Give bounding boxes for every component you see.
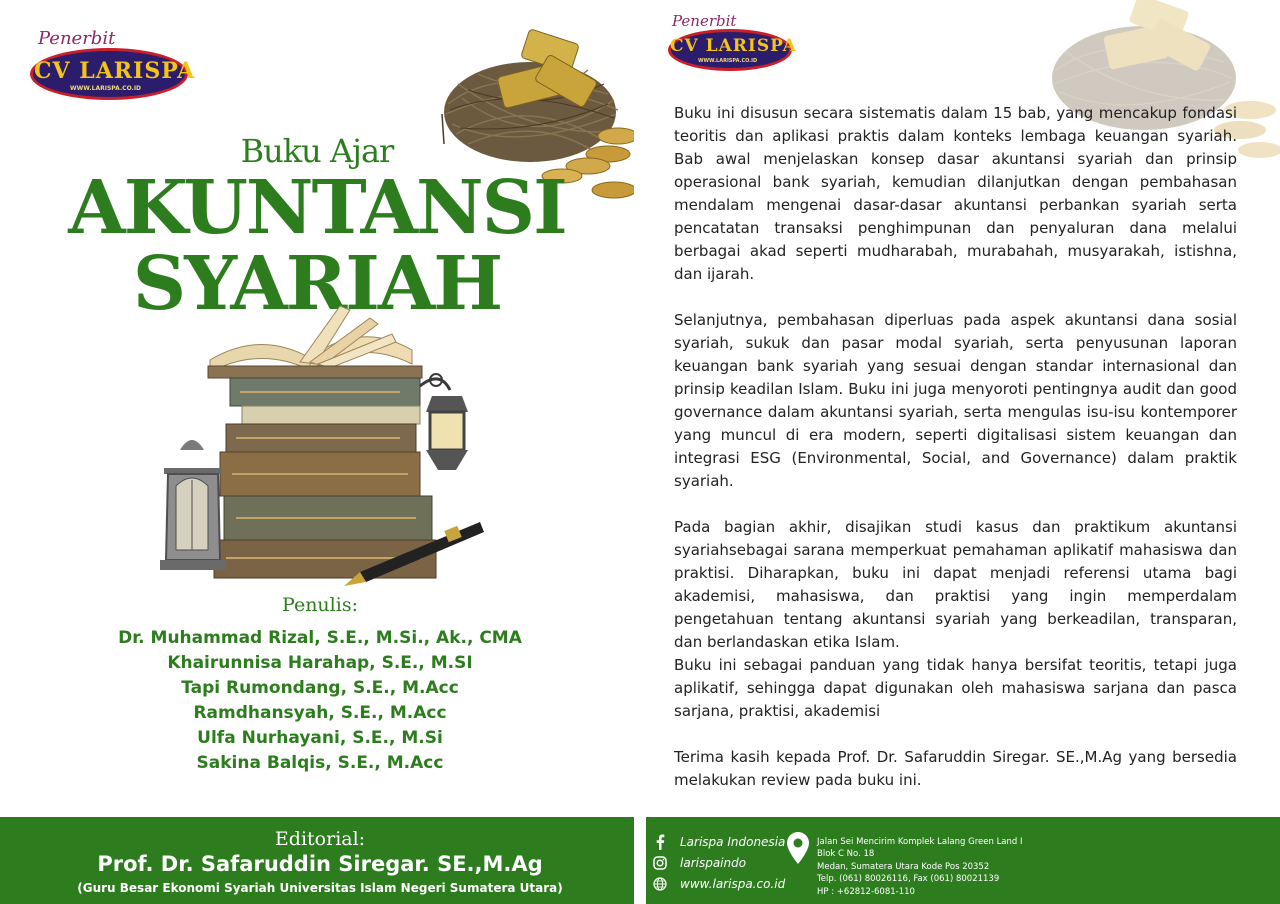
contact-info xyxy=(646,817,1280,904)
book-synopsis xyxy=(674,102,1237,815)
facebook-handle: Larispa Indonesia xyxy=(680,834,786,849)
author-name: Khairunnisa Harahap, S.E., M.SI xyxy=(167,653,473,673)
facebook-icon xyxy=(650,834,670,850)
publisher-logo xyxy=(668,12,798,74)
synopsis-paragraph: Pada bagian akhir, disajikan studi kasus dan praktikum akuntansi syariahsebagai sarana memperkuat pemahaman aplikatif mahasiswa dan praktisi. Diharapkan, buku ini dapat menjadi referensi utama bagi akademisi, mahasiswa, dan praktisi yang ingin memperdalam pengetahuan tentang akuntansi syariah yang berkeadilan, transparan, dan berlandaskan etika Islam. xyxy=(674,518,1237,651)
back-cover xyxy=(646,0,1280,904)
address-line: HP : +62812-6081-110 xyxy=(817,886,915,897)
authors-list xyxy=(0,626,634,776)
book-title-line2: SYARIAH xyxy=(132,241,502,327)
book-title-line1: AKUNTANSI xyxy=(68,165,566,251)
book-subtitle: Buku Ajar xyxy=(240,132,394,170)
logo-publisher-name: CV LARISPA xyxy=(34,58,196,84)
cover-gutter xyxy=(634,0,646,904)
author-name: Ulfa Nurhayani, S.E., M.Si xyxy=(197,728,443,748)
synopsis-paragraph: Terima kasih kepada Prof. Dr. Safaruddin Siregar. SE.,M.Ag yang bersedia melakukan review pada buku ini. xyxy=(674,748,1237,789)
author-name: Dr. Muhammad Rizal, S.E., M.Si., Ak., CMA xyxy=(118,628,522,648)
synopsis-paragraph: Buku ini sebagai panduan yang tidak hanya bersifat teoritis, tetapi juga aplikatif, sehingga dapat digunakan oleh mahasiswa sarjana dan pasca sarjana, praktisi, akademisi xyxy=(674,656,1237,720)
website-link[interactable] xyxy=(650,873,785,894)
publisher-logo xyxy=(30,28,195,103)
logo-url: WWW.LARISPA.CO.ID xyxy=(698,58,758,64)
logo-url: WWW.LARISPA.CO.ID xyxy=(70,85,142,92)
synopsis-paragraph: Buku ini disusun secara sistematis dalam 15 bab, yang mencakup fondasi teoritis dan aplikasi praktis dalam konteks lembaga keuangan syariah. Bab awal menjelaskan konsep dasar akuntansi syariah dan prinsip operasional bank syariah, kemudian dilanjutkan dengan pembahasan mendalam mengenai dasar-dasar akuntansi perbankan syariah serta pencatatan transaksi penghimpunan dan penyaluran dana melalui berbagai akad seperti mudharabah, murabahah, musyarakah, istishna, dan ijarah. xyxy=(674,104,1237,283)
author-name: Sakina Balqis, S.E., M.Acc xyxy=(196,753,444,773)
globe-icon xyxy=(650,876,670,892)
logo-penerbit-label: Penerbit xyxy=(38,28,116,49)
publisher-address xyxy=(817,836,1023,898)
author-name: Ramdhansyah, S.E., M.Acc xyxy=(193,703,447,723)
instagram-icon xyxy=(650,855,670,871)
editor-name: Prof. Dr. Safaruddin Siregar. SE.,M.Ag xyxy=(97,852,543,876)
address-line: Blok C No. 18 xyxy=(817,849,875,860)
editor-affiliation: (Guru Besar Ekonomi Syariah Universitas Islam Negeri Sumatera Utara) xyxy=(77,881,563,895)
instagram-handle: larispaindo xyxy=(680,855,747,870)
instagram-link[interactable] xyxy=(650,852,785,873)
logo-penerbit-label: Penerbit xyxy=(672,12,737,30)
editorial-label: Editorial: xyxy=(274,828,366,850)
social-links xyxy=(650,831,785,894)
authors-label: Penulis: xyxy=(282,594,358,616)
location-pin-icon xyxy=(786,831,810,865)
front-cover xyxy=(0,0,634,904)
author-name: Tapi Rumondang, S.E., M.Acc xyxy=(181,678,459,698)
synopsis-paragraph: Selanjutnya, pembahasan diperluas pada aspek akuntansi dana sosial syariah, sukuk dan pasar modal syariah, serta penyusunan laporan keuangan bank syariah yang sesuai dengan standar internasional dan prinsip keadilan Islam. Buku ini juga menyoroti pentingnya audit dan good governance dalam akuntansi syariah, serta mengulas isu-isu kontemporer yang muncul di era modern, seperti digitalisasi sistem keuangan dan integrasi ESG (Environmental, Social, and Governance) dalam praktik syariah. xyxy=(674,311,1237,490)
facebook-link[interactable] xyxy=(650,831,785,852)
website-url: www.larispa.co.id xyxy=(680,876,786,891)
address-line: Telp. (061) 80026116, Fax (061) 80021139 xyxy=(817,874,1000,885)
address-line: Jalan Sei Mencirim Komplek Lalang Green Land I xyxy=(817,837,1023,847)
books-lantern-illustration xyxy=(150,300,490,590)
address-line: Medan, Sumatera Utara Kode Pos 20352 xyxy=(817,861,990,872)
logo-publisher-name: CV LARISPA xyxy=(670,36,797,56)
